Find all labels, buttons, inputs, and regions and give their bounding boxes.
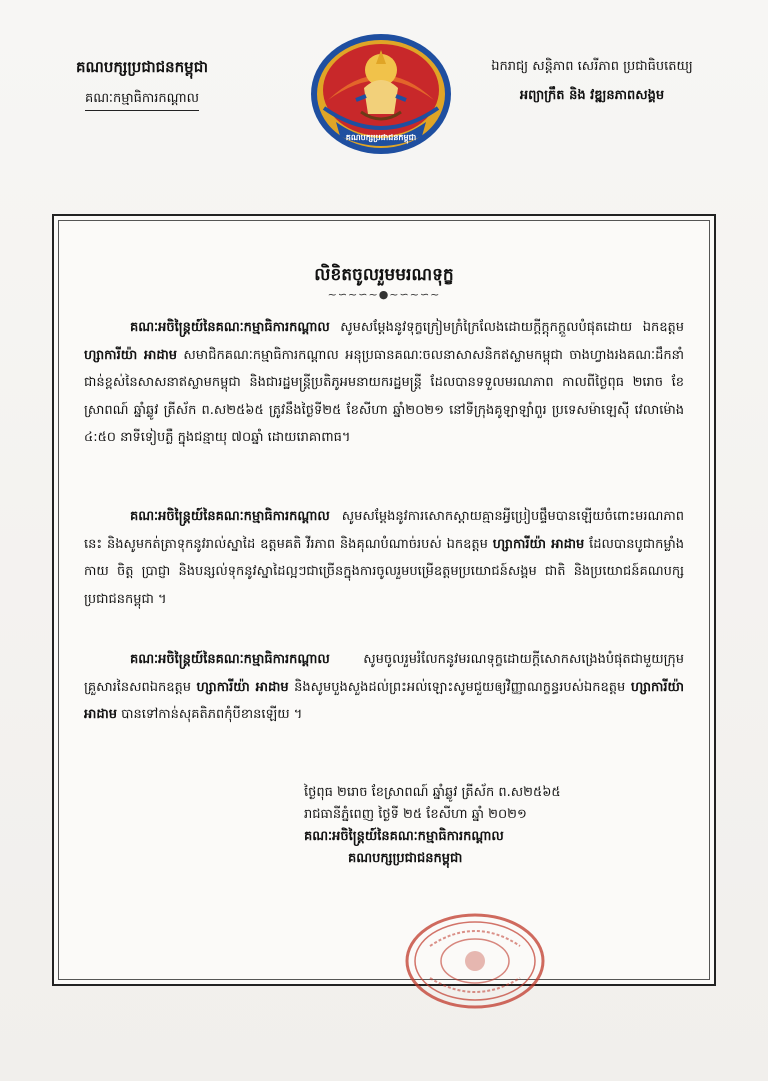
deceased-name: ហ្សាការីយ៉ា អាដាម [196,679,289,695]
signature-block [304,782,644,870]
signer-line-2: គណបក្សប្រជាជនកម្ពុជា [348,851,463,866]
paragraph-lead: គណៈអចិន្ត្រៃយ៍នៃគណៈកម្មាធិការកណ្ដាល [130,652,330,667]
header-left [52,58,232,111]
letter-frame [52,214,716,986]
deceased-name: ហ្សាការីយ៉ា អាដាម [84,679,685,722]
logo-banner-text: គណបក្សប្រជាជនកម្ពុជា [345,133,417,142]
date-lunar: ថ្ងៃពុធ ២រោច ខែស្រាពណ៍ ឆ្នាំឆ្លូវ ត្រីស័ក ព.ស២៥៦៥ [304,785,561,800]
committee-name: គណៈកម្មាធិការកណ្ដាល [52,90,232,111]
official-seal-stamp [400,906,550,1011]
party-name: គណបក្សប្រជាជនកម្ពុជា [76,58,208,76]
paragraph-3 [84,646,684,729]
paragraph-text: សមាជិកគណៈកម្មាធិការកណ្ដាល អនុប្រធានគណៈចលនាសាសនិកឥស្លាមកម្ពុជា ចាងហ្វាងរងគណៈដឹកនាំជាន់ខ្ពស់នៃសាសនាឥស្លាមកម្ពុជា និងជារដ្ឋមន្ត្រីប្រតិភូអមនាយករដ្ឋមន្ត្រី ដែលបានទទួលមរណភាព កាលពីថ្ងៃពុធ ២រោច ខែស្រាពណ៍ ឆ្នាំឆ្លូវ ត្រីស័ក ព.ស២៥៦៥ ត្រូវនឹងថ្ងៃទី២៥ ខែសីហា ឆ្នាំ២០២១ នៅទីក្រុងគូឡាឡាំពួរ ប្រទេសម៉ាឡេស៊ី វេលាម៉ោង ៤:៥០ នាទីទៀបភ្លឺ ក្នុងជន្មាយុ ៧០ឆ្នាំ ដោយរោគាពាធ។ [84,347,684,445]
deceased-name: ហ្សាការីយ៉ា អាដាម [84,347,178,363]
paragraph-lead: គណៈអចិន្ត្រៃយ៍នៃគណៈកម្មាធិការកណ្ដាល [130,320,330,335]
document-title: លិខិតចូលរួមមរណទុក្ខ [314,265,454,285]
paragraph-text: បានទៅកាន់សុគតិភពកុំបីខានឡើយ ។ [117,707,303,722]
paragraph-text: សូមចូលរួមរំលែកនូវមរណទុក្ខដោយក្ដីសោកសង្រេងបំផុតជាមួយក្រុមគ្រួសារនៃសពឯកឧត្ដម [84,652,684,695]
paragraph-text: និងសូមបួងសួងដល់ព្រះអល់ឡោះសូមជួយឲ្យវិញ្ញាណក្ខន្ធរបស់ឯកឧត្តម [288,679,631,695]
paragraph-2 [84,503,684,613]
national-motto-line1: ឯករាជ្យ សន្តិភាព សេរីភាព ប្រជាធិបតេយ្យ [491,59,693,74]
paragraph-text: ដែលបានបូជាកម្លាំងកាយ ចិត្ត ប្រាជ្ញា និងបន្សល់ទុកនូវស្នាដៃល្អៗជាច្រើនក្នុងការចូលរួមបម្រើឧត្តមប្រយោជន៍សង្គម ជាតិ និងប្រយោជន៍គណបក្សប្រជាជនកម្ពុជា ។ [84,536,685,607]
deceased-name: ហ្សាការីយ៉ា អាដាម [492,536,585,552]
paragraph-lead: គណៈអចិន្ត្រៃយ៍នៃគណៈកម្មាធិការកណ្ដាល [130,509,330,524]
party-logo [306,30,456,158]
paragraph-text: សូមសម្ដែងនូវការសោកស្ដាយគ្មានអ្វីប្រៀបផ្ទឹមបានឡើយចំពោះមរណភាពនេះ និងសូមកត់ត្រាទុកនូវរាល់ស្នាដៃ ឧត្តមគតិ វីរភាព និងគុណបំណាច់របស់ ឯកឧត្ដម [84,509,684,552]
date-solar: រាជធានីភ្នំពេញ ថ្ងៃទី ២៥ ខែសីហា ឆ្នាំ ២០២១ [304,807,527,822]
header-right [452,58,732,106]
signer-line-1: គណៈអចិន្ត្រៃយ៍នៃគណៈកម្មាធិការកណ្ដាល [304,829,504,844]
national-motto-line2: អព្យាក្រឹត និង វឌ្ឍនភាពសង្គម [519,88,665,103]
title-ornament: ~∽~∽~●~∽~∽~ [327,288,441,301]
paragraph-1 [84,314,684,452]
paragraph-text: សូមសម្ដែងនូវទុក្ខក្រៀមក្រំក្រៃលែងដោយក្ដីក្ដុកក្ដួលបំផុតដោយ ឯកឧត្ដម [329,320,684,335]
